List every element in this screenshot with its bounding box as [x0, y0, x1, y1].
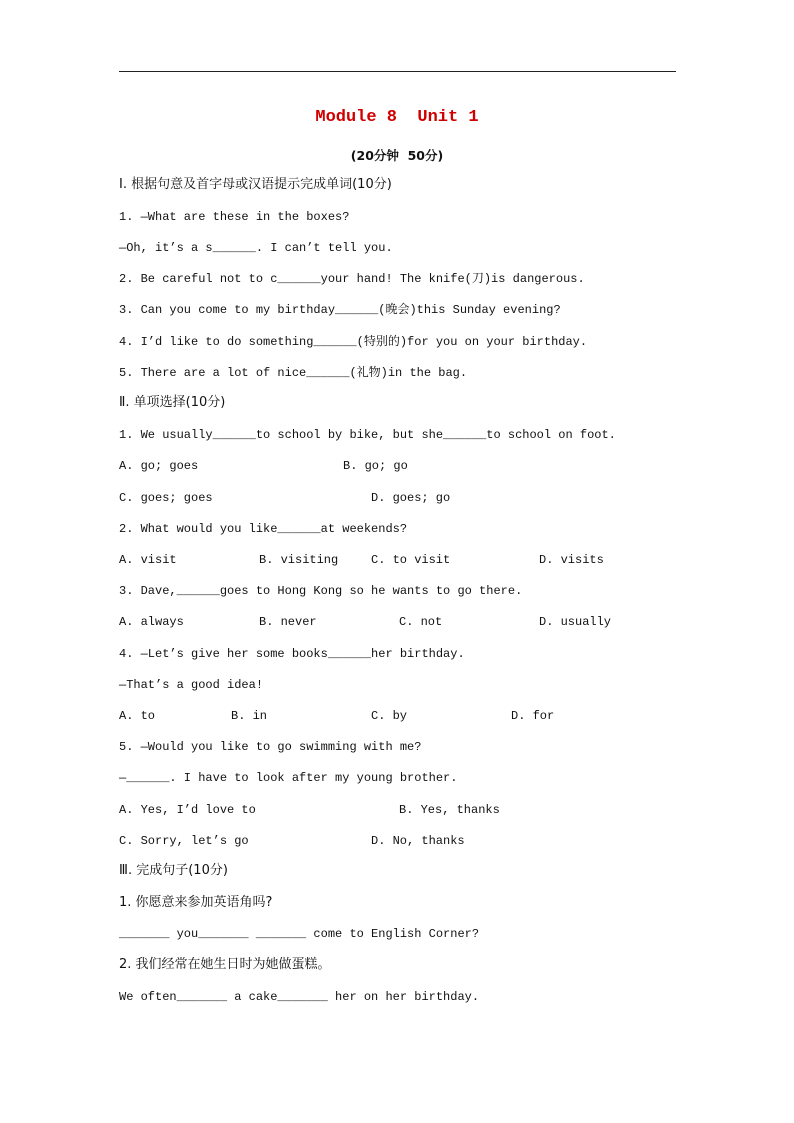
section2-q4-reply: —That’s a good idea!: [119, 678, 264, 692]
section3-q1-prompt: 1. 你愿意来参加英语角吗?: [119, 895, 273, 910]
section2-q5-option-a: A. Yes, I’d love to: [119, 803, 256, 817]
section2-q2-option-d: D. visits: [539, 553, 604, 567]
section2-q5-reply: —______. I have to look after my young brother.: [119, 771, 458, 785]
section2-q5-option-b: B. Yes, thanks: [399, 803, 500, 817]
section2-q2-option-c: C. to visit: [371, 553, 451, 567]
section2-q3-option-a: A. always: [119, 615, 184, 629]
section1-item-2: 2. Be careful not to c______your hand! The knife(刀)is dangerous.: [119, 272, 585, 286]
section1-item-5: 5. There are a lot of nice______(礼物)in the bag.: [119, 366, 468, 380]
header-rule: [119, 71, 676, 72]
section1-item-1-reply: —Oh, it’s a s______. I can’t tell you.: [119, 241, 393, 255]
section2-q2-stem: 2. What would you like______at weekends?: [119, 522, 408, 536]
section2-q4-stem: 4. —Let’s give her some books______her birthday.: [119, 647, 465, 661]
section2-q3-stem: 3. Dave,______goes to Hong Kong so he wants to go there.: [119, 584, 523, 598]
section2-q4-option-a: A. to: [119, 709, 156, 723]
section2-q1-option-a: A. go; goes: [119, 459, 199, 473]
section2-q2-option-a: A. visit: [119, 553, 177, 567]
section2-q5-option-c: C. Sorry, let’s go: [119, 834, 249, 848]
section2-q3-option-c: C. not: [399, 615, 443, 629]
section1-item-3: 3. Can you come to my birthday______(晚会)this Sunday evening?: [119, 303, 561, 317]
section1-item-1: 1. —What are these in the boxes?: [119, 210, 350, 224]
section2-q1-option-c: C. goes; goes: [119, 491, 213, 505]
section2-q2-option-b: B. visiting: [259, 553, 339, 567]
section2-heading: Ⅱ. 单项选择(10分): [119, 395, 226, 410]
section2-q4-option-d: D. for: [511, 709, 555, 723]
section2-q1-option-b: B. go; go: [343, 459, 408, 473]
page-title: Module 8 Unit 1: [315, 108, 479, 127]
section2-q3-option-d: D. usually: [539, 615, 612, 629]
section3-q2-answer: We often_______ a cake_______ her on her birthday.: [119, 990, 480, 1004]
section2-q4-option-c: C. by: [371, 709, 408, 723]
section3-q2-prompt: 2. 我们经常在她生日时为她做蛋糕。: [119, 957, 331, 972]
section2-q4-option-b: B. in: [231, 709, 268, 723]
section1-heading: Ⅰ. 根据句意及首字母或汉语提示完成单词(10分): [119, 177, 392, 192]
section1-item-4: 4. I’d like to do something______(特别的)for you on your birthday.: [119, 335, 588, 349]
section2-q3-option-b: B. never: [259, 615, 317, 629]
section3-heading: Ⅲ. 完成句子(10分): [119, 863, 228, 878]
section2-q1-stem: 1. We usually______to school by bike, but she______to school on foot.: [119, 428, 616, 442]
page-subtitle: (20分钟 50分): [350, 148, 444, 163]
section2-q5-stem: 5. —Would you like to go swimming with me?: [119, 740, 422, 754]
section2-q5-option-d: D. No, thanks: [371, 834, 465, 848]
section3-q1-answer: _______ you_______ _______ come to English Corner?: [119, 927, 480, 941]
section2-q1-option-d: D. goes; go: [371, 491, 451, 505]
